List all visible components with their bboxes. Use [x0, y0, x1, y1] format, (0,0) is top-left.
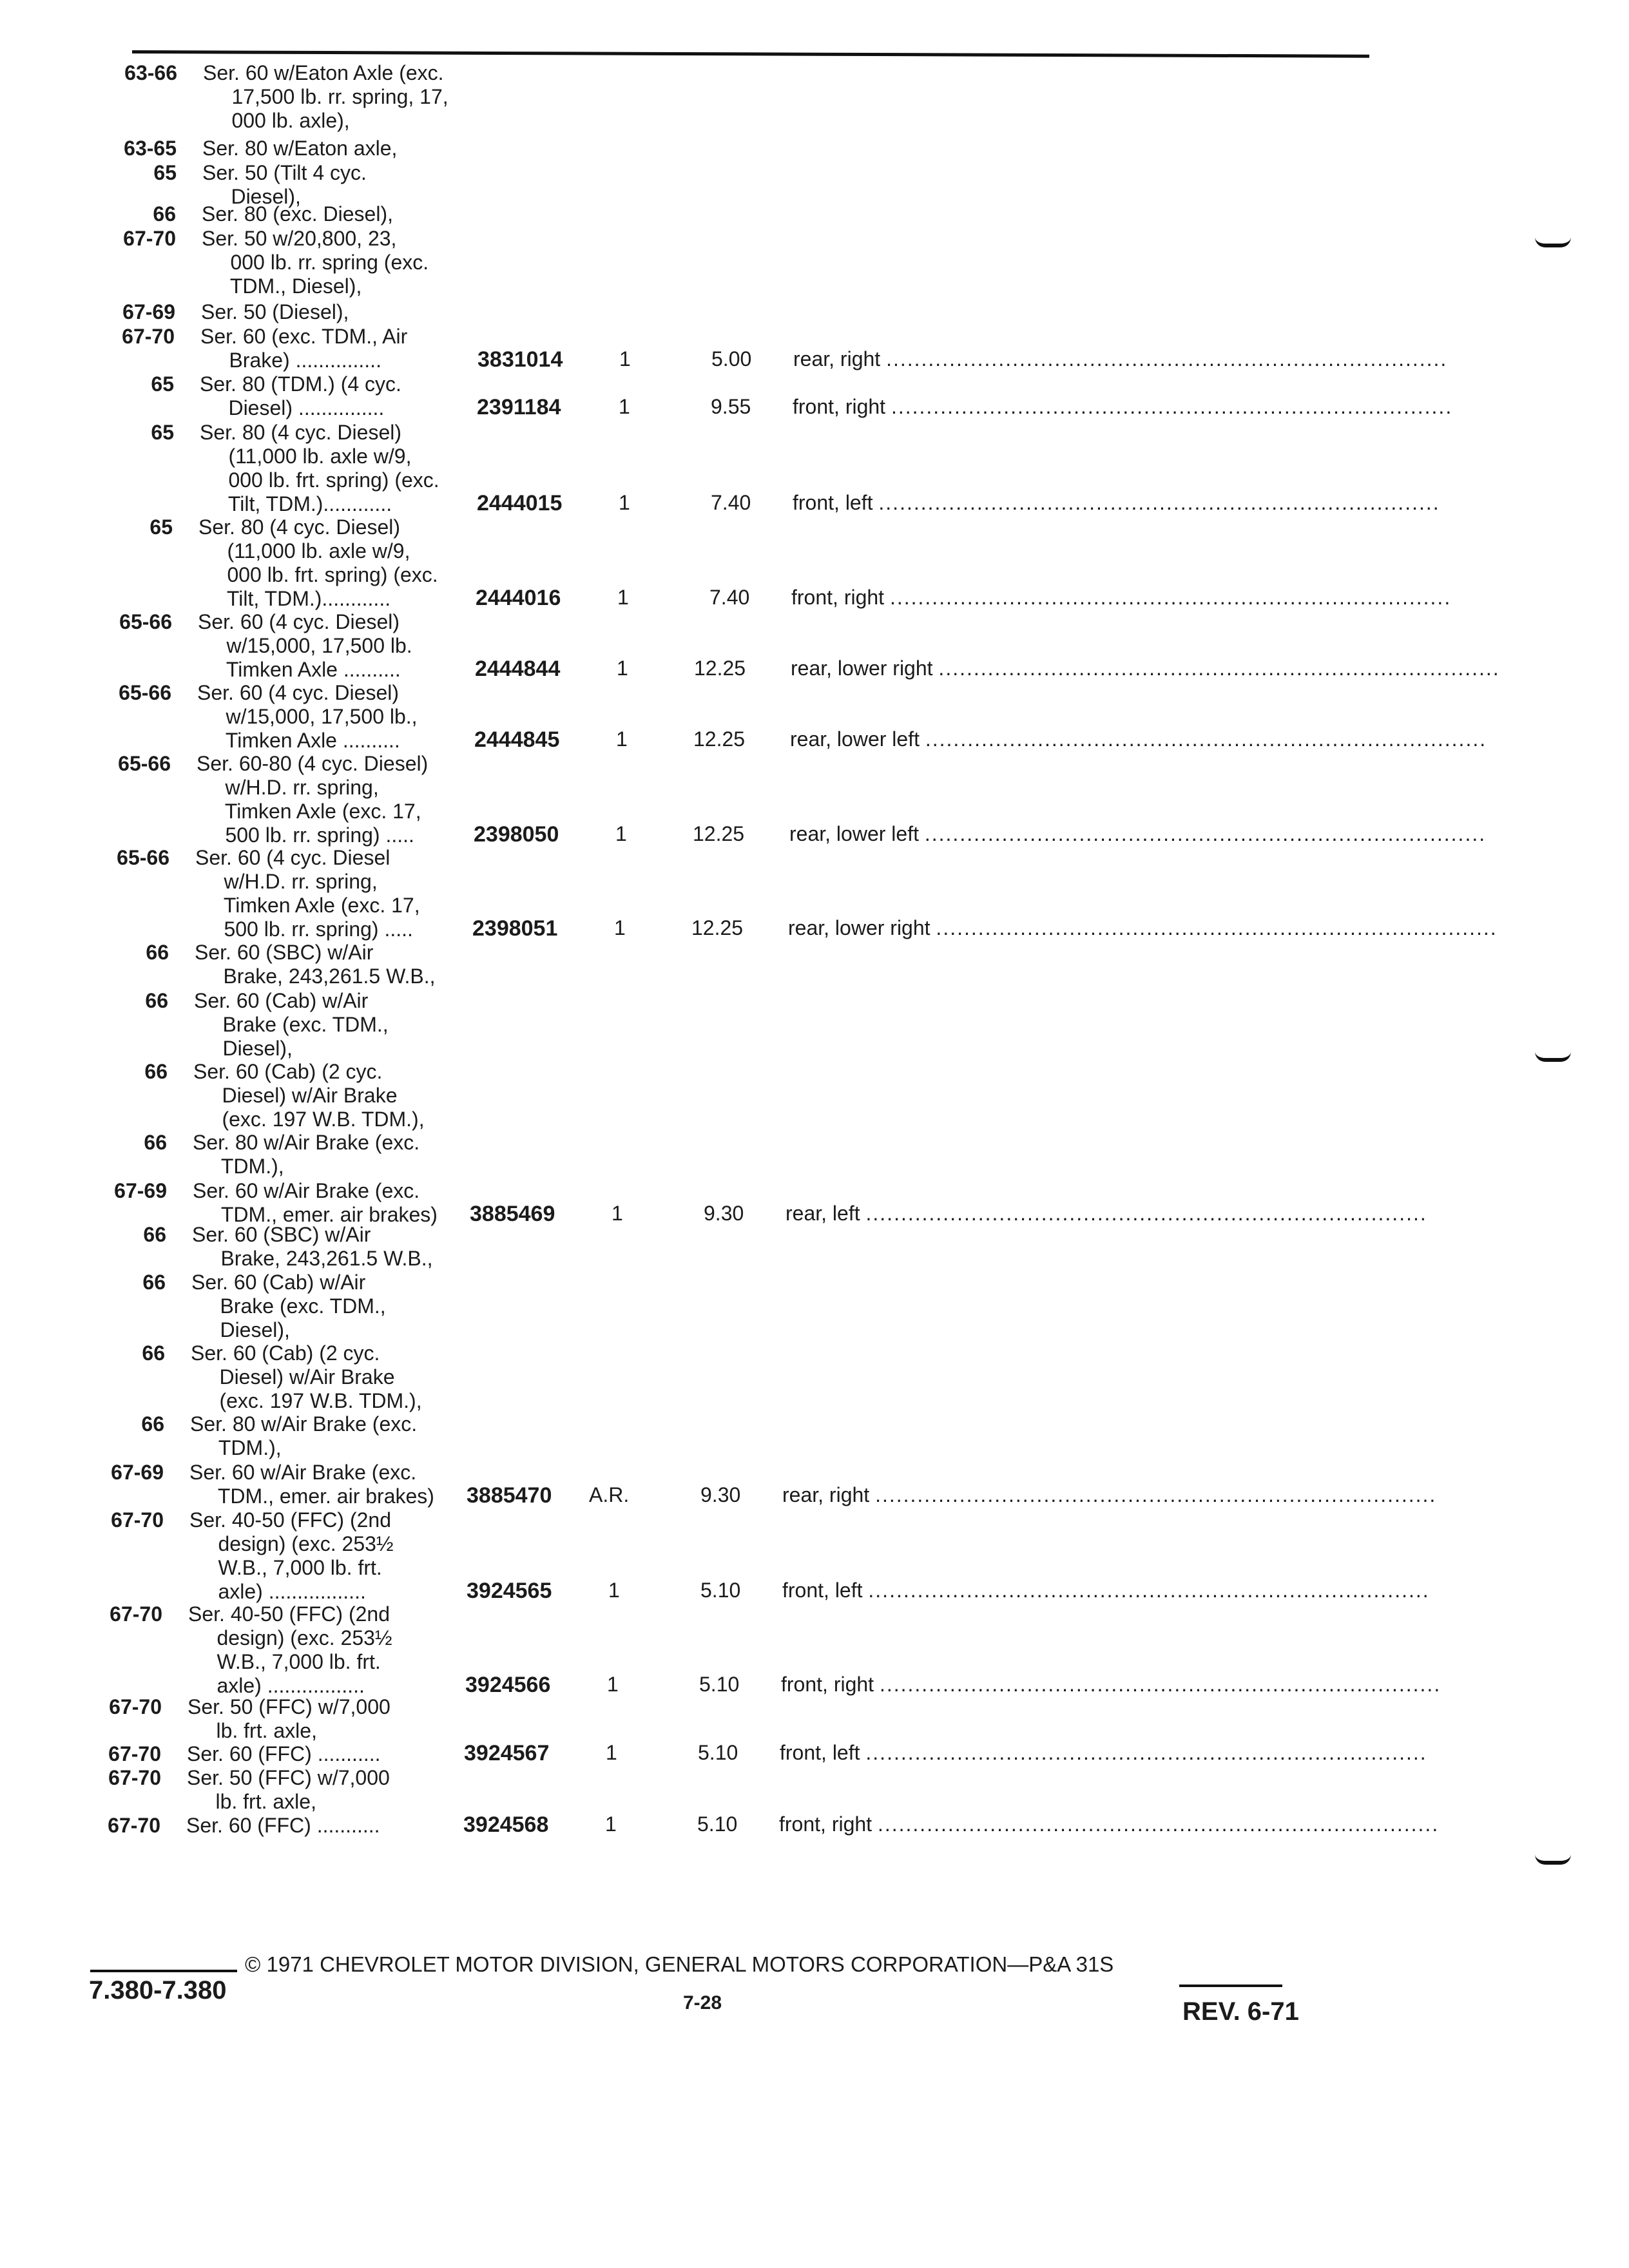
part-number: 2444016 — [476, 586, 561, 610]
application-description: Ser. 80 (exc. Diesel), — [202, 202, 393, 226]
model-years: 65 — [151, 421, 174, 444]
application-description: Ser. 80 (TDM.) (4 cyc. Diesel) ............... — [200, 372, 401, 419]
quantity: 1 — [619, 347, 631, 370]
location: rear, lower right ................................................................................ — [788, 916, 1498, 939]
application-description: Ser. 60 (4 cyc. Diesel w/H.D. rr. spring, Timken Axle (exc. 17, 500 lb. rr. spring) ..... — [195, 846, 420, 941]
quantity: 1 — [607, 1673, 619, 1696]
quantity: 1 — [619, 395, 630, 418]
quantity: 1 — [616, 727, 628, 751]
list-price: 9.55 — [711, 395, 751, 418]
model-years: 65 — [153, 161, 177, 184]
model-years: 67-70 — [122, 325, 175, 348]
model-years: 66 — [142, 1271, 166, 1294]
application-description: Ser. 60 (FFC) ........... — [186, 1814, 380, 1837]
model-years: 65-66 — [117, 846, 169, 869]
application-description: Ser. 60 (Cab) (2 cyc. Diesel) w/Air Brake (exc. 197 W.B. TDM.), — [193, 1060, 425, 1131]
model-years: 66 — [145, 989, 168, 1012]
model-years: 66 — [142, 1341, 165, 1365]
model-years: 67-70 — [123, 227, 176, 250]
location: front, right ................................................................................ — [793, 395, 1453, 418]
model-years: 65-66 — [119, 681, 171, 704]
model-years: 63-66 — [124, 61, 177, 84]
part-number: 3924566 — [465, 1673, 551, 1697]
application-description: Ser. 60 (Cab) w/Air Brake (exc. TDM., Diesel), — [194, 989, 389, 1060]
list-price: 12.25 — [693, 727, 746, 751]
list-price: 7.40 — [711, 491, 751, 514]
location: rear, left ................................................................................ — [786, 1202, 1427, 1225]
model-years: 67-70 — [108, 1742, 161, 1765]
application-description: Ser. 40-50 (FFC) (2nd design) (exc. 253½ W.B., 7,000 lb. frt. axle) ................. — [188, 1602, 392, 1697]
part-number: 3924565 — [467, 1579, 552, 1603]
application-description: Ser. 80 (4 cyc. Diesel) (11,000 lb. axle w/9, 000 lb. frt. spring) (exc. Tilt, TDM.)............ — [198, 515, 438, 610]
model-years: 66 — [143, 1223, 166, 1246]
location: front, right ................................................................................ — [781, 1673, 1441, 1696]
binder-mark — [1535, 1052, 1571, 1062]
application-description: Ser. 50 (FFC) w/7,000 lb. frt. axle, — [188, 1695, 390, 1742]
section-number: 7.380-7.380 — [89, 1976, 227, 2004]
application-description: Ser. 50 (FFC) w/7,000 lb. frt. axle, — [187, 1766, 390, 1813]
location: rear, right ................................................................................ — [793, 347, 1448, 370]
location: rear, right ................................................................................ — [782, 1483, 1437, 1506]
model-years: 65 — [149, 515, 173, 539]
copyright-line: © 1971 CHEVROLET MOTOR DIVISION, GENERAL MOTORS CORPORATION—P&A 31S — [245, 1952, 1114, 1976]
quantity: A.R. — [589, 1483, 630, 1506]
location: front, left ................................................................................ — [793, 491, 1440, 514]
application-description: Ser. 80 w/Air Brake (exc. TDM.), — [193, 1131, 420, 1178]
location: rear, lower right ................................................................................ — [791, 657, 1500, 680]
model-years: 67-69 — [111, 1461, 164, 1484]
model-years: 66 — [144, 1131, 167, 1154]
model-years: 65-66 — [118, 752, 171, 775]
part-number: 3885470 — [467, 1483, 552, 1508]
model-years: 66 — [153, 202, 176, 226]
application-description: Ser. 80 (4 cyc. Diesel) (11,000 lb. axle w/9, 000 lb. frt. spring) (exc. Tilt, TDM.)............ — [200, 421, 439, 515]
application-description: Ser. 60 (FFC) ........... — [187, 1742, 381, 1765]
model-years: 66 — [141, 1412, 164, 1436]
location: front, left ................................................................................ — [782, 1579, 1430, 1602]
list-price: 5.10 — [700, 1579, 741, 1602]
revision-label: REV. 6-71 — [1182, 1997, 1299, 2026]
part-number: 2444845 — [474, 727, 560, 752]
binder-mark — [1535, 237, 1571, 247]
page-number: 7-28 — [683, 1992, 722, 2013]
location: front, right ................................................................................ — [791, 586, 1452, 609]
list-price: 9.30 — [704, 1202, 744, 1225]
location: rear, lower left ................................................................................ — [789, 822, 1487, 845]
application-description: Ser. 60 w/Eaton Axle (exc. 17,500 lb. rr. spring, 17, 000 lb. axle), — [203, 61, 448, 132]
application-description: Ser. 60 w/Air Brake (exc. TDM., emer. air brakes) — [193, 1179, 438, 1226]
application-description: Ser. 60 (SBC) w/Air Brake, 243,261.5 W.B., — [192, 1223, 433, 1270]
part-number: 3924567 — [464, 1741, 550, 1765]
application-description: Ser. 60 (4 cyc. Diesel) w/15,000, 17,500 lb. Timken Axle .......... — [198, 610, 412, 681]
quantity: 1 — [608, 1579, 620, 1602]
application-description: Ser. 60 (exc. TDM., Air Brake) ............... — [200, 325, 408, 372]
model-years: 67-69 — [122, 300, 175, 323]
model-years: 67-70 — [108, 1814, 160, 1837]
application-description: Ser. 40-50 (FFC) (2nd design) (exc. 253½ W.B., 7,000 lb. frt. axle) ................. — [189, 1508, 394, 1603]
list-price: 5.10 — [699, 1673, 740, 1696]
application-description: Ser. 60 (Cab) (2 cyc. Diesel) w/Air Brake (exc. 197 W.B. TDM.), — [191, 1341, 422, 1412]
application-description: Ser. 50 w/20,800, 23, 000 lb. rr. spring (exc. TDM., Diesel), — [202, 227, 429, 298]
model-years: 67-70 — [109, 1695, 162, 1718]
binder-mark — [1535, 1854, 1571, 1865]
footer-rule-left — [90, 1970, 237, 1972]
list-price: 12.25 — [694, 657, 746, 680]
top-rule — [132, 50, 1369, 58]
model-years: 65-66 — [119, 610, 172, 633]
quantity: 1 — [612, 1202, 623, 1225]
part-number: 2444844 — [475, 657, 561, 681]
location: front, left ................................................................................ — [780, 1741, 1427, 1764]
application-description: Ser. 80 w/Air Brake (exc. TDM.), — [190, 1412, 418, 1459]
part-number: 3831014 — [477, 347, 563, 372]
quantity: 1 — [617, 586, 629, 609]
model-years: 63-65 — [124, 137, 177, 160]
application-description: Ser. 60 w/Air Brake (exc. TDM., emer. air brakes) — [189, 1461, 434, 1508]
list-price: 12.25 — [693, 822, 745, 845]
list-price: 12.25 — [691, 916, 744, 939]
application-description: Ser. 80 w/Eaton axle, — [202, 137, 398, 160]
footer-rule-right — [1179, 1984, 1282, 1987]
part-number: 3885469 — [470, 1202, 555, 1226]
list-price: 5.10 — [697, 1812, 738, 1836]
part-number: 2444015 — [477, 491, 563, 515]
application-description: Ser. 60 (SBC) w/Air Brake, 243,261.5 W.B., — [195, 941, 436, 988]
application-description: Ser. 60 (Cab) w/Air Brake (exc. TDM., Diesel), — [191, 1271, 386, 1341]
part-number: 2398051 — [472, 916, 558, 941]
part-number: 3924568 — [463, 1812, 549, 1837]
list-price: 9.30 — [700, 1483, 741, 1506]
list-price: 7.40 — [709, 586, 750, 609]
part-number: 2391184 — [477, 395, 561, 419]
quantity: 1 — [617, 657, 628, 680]
model-years: 66 — [144, 1060, 168, 1083]
list-price: 5.00 — [711, 347, 752, 370]
model-years: 67-70 — [111, 1508, 164, 1532]
application-description: Ser. 60-80 (4 cyc. Diesel) w/H.D. rr. spring, Timken Axle (exc. 17, 500 lb. rr. spring) ..... — [197, 752, 429, 847]
quantity: 1 — [614, 916, 626, 939]
model-years: 65 — [151, 372, 174, 396]
quantity: 1 — [606, 1741, 617, 1764]
quantity: 1 — [619, 491, 630, 514]
model-years: 67-70 — [110, 1602, 162, 1626]
location: rear, lower left ................................................................................ — [790, 727, 1487, 751]
application-description: Ser. 50 (Diesel), — [201, 300, 349, 323]
model-years: 67-70 — [108, 1766, 161, 1789]
application-description: Ser. 60 (4 cyc. Diesel) w/15,000, 17,500 lb., Timken Axle .......... — [197, 681, 418, 752]
location: front, right ................................................................................ — [779, 1812, 1440, 1836]
part-number: 2398050 — [474, 822, 559, 847]
quantity: 1 — [605, 1812, 617, 1836]
application-description: Ser. 50 (Tilt 4 cyc. Diesel), — [202, 161, 367, 208]
model-years: 66 — [146, 941, 169, 964]
list-price: 5.10 — [698, 1741, 738, 1764]
model-years: 67-69 — [114, 1179, 167, 1202]
quantity: 1 — [615, 822, 627, 845]
